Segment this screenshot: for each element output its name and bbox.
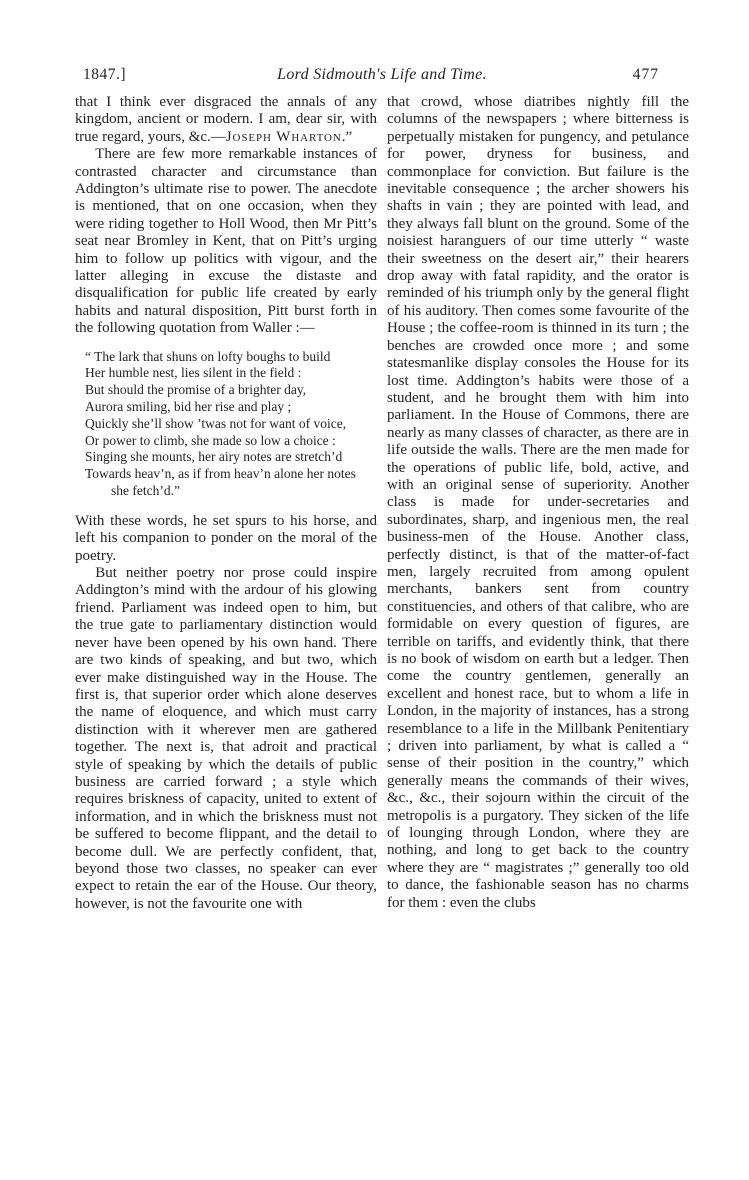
paragraph-speaking: But neither poetry nor prose could inspire Addington’s mind with the ardour of his glowing friend. Parliament was indeed open to him, but the true gate to parliamentary distinction would never have been opened by his own hand. There are two kinds of speaking, and but two, which ever make distinguished way in the House. The first is, that superior order which alone deserves the name of eloquence, and which must carry distinction with it wherever men are gathered together. The next is, that adroit and practical style of speaking by which the details of public business are carried forward ; a style which requires briskness of capacity, united to extent of information, and in which the briskness must not be suffered to become flippant, and the detail to become dull. We are perfectly confident, that, beyond those two classes, no speaker can ever expect to retain the ear of the House. Our theory, however, is not the favourite one with	[75, 565, 377, 912]
poem-line: Singing she mounts, her airy notes are stretch’d	[85, 449, 343, 465]
header-year: 1847.]	[83, 66, 127, 83]
poem-line: But should the promise of a brighter day,	[85, 382, 307, 398]
poem-line: Towards heav’n, as if from heav’n alone her notes she fetch’d.”	[85, 466, 356, 499]
signature-name: Joseph Wharton	[225, 128, 342, 145]
signature-close: .”	[341, 128, 353, 145]
poem-line: Quickly she’ll show ’twas not for want of voice,	[85, 415, 347, 431]
poem-line: Aurora smiling, bid her rise and play ;	[85, 399, 292, 415]
page-header	[75, 66, 689, 88]
letter-end-text: that I think ever disgraced the annals of any kingdom, ancient or modern. I am, dear sir, with true regard, yours, &c.—	[75, 94, 377, 145]
poem-line: Or power to climb, she made so low a choice :	[85, 432, 336, 448]
paragraph-spurs: With these words, he set spurs to his horse, and left his companion to ponder on the moral of the poetry.	[75, 512, 377, 564]
left-column	[75, 94, 377, 1160]
paragraph-letter-end	[75, 94, 377, 146]
page-body	[75, 94, 689, 1160]
poem-line: Her humble nest, lies silent in the field :	[85, 365, 302, 381]
paragraph-continuation: that crowd, whose diatribes nightly fill the columns of the newspapers ; where bitterness is perpetually mistaken for pungency, and petulance for power, dryness for business, and commonplace for conviction. But failure is the inevitable consequence ; the archer showers his shafts in vain ; they are pointed with lead, and they always fall blunt on the ground. Some of the noisiest haranguers of our time utterly “ waste their sweetness on the desert air,” their hearers drop away with fatal rapidity, and the orator is reminded of his triumph only by the general flight of his auditory. Then comes some favourite of the House ; the coffee-room is thinned in its turn ; the benches are crowded once more ; and some statesmanlike display consoles the House for its lost time. Addington’s habits were those of a student, and he brought them with him into parliament. In the House of Commons, there are nearly as many classes of character, as there are in life outside the walls. There are the men made for the operations of public life, bold, active, and with an original sense of superiority. Another class is made for under-secretaries and subordinates, sharp, and ingenious men, the real business-men of the House. Another class, perfectly distinct, is that of the matter-of-fact men, largely recruited from among opulent merchants, bankers sent from country constituencies, and others of that calibre, who are formidable on every question of figures, are terrible on tariffs, and evidently think, that there is no book of wisdom on earth but a ledger. Then come the country gentlemen, generally an excellent and honest race, but to whom a life in London, in the majority of instances, has a strong resemblance to a life in the Millbank Penitentiary ; driven into parliament, by what is called a “ sense of their position in the country,” which generally means the commands of their wives, &c., &c., their sojourn within the circuit of the metropolis is a purgatory. They sicken of the life of lounging through London, where they are nothing, and long to get back to the country where they are “ magistrates ;” generally too old to dance, the fashionable season has no charms for them : even the clubs	[387, 94, 689, 911]
paragraph-anecdote: There are few more remarkable instances of contrasted character and circumstance than Addington’s ultimate rise to power. The anecdote is mentioned, that on one occasion, when they were riding together to Holl Wood, then Mr Pitt’s seat near Bromley in Kent, that on Pitt’s urging him to follow up politics with vigour, and the latter alleging in excuse the distaste and disqualification for public life created by early habits and natural disposition, Pitt burst forth in the following quotation from Waller :—	[75, 146, 377, 337]
header-title: Lord Sidmouth's Life and Time.	[277, 66, 487, 83]
poem-quotation	[85, 349, 377, 500]
poem-line: “ The lark that shuns on lofty boughs to build	[85, 348, 331, 364]
header-page-number: 477	[632, 66, 659, 83]
right-column	[387, 94, 689, 1160]
